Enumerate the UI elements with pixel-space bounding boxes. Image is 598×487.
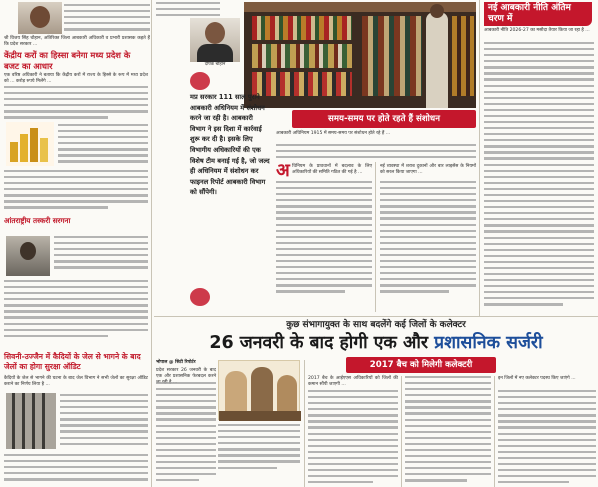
- hero-mid-body: धिनियम के प्रावधानों में बदलाव के लिए अधिकारियों की समिति गठित की गई है ...: [292, 164, 372, 176]
- bottom-headline: [154, 332, 598, 354]
- coins-graphic: [6, 122, 54, 166]
- portrait-photo: [18, 2, 62, 34]
- headline-black-part: 26 जनवरी के बाद होगी एक और: [209, 333, 435, 353]
- bottom-left-text: प्रदेश सरकार 26 जनवरी के बाद एक और प्रशासनिक फेरबदल करने: [156, 368, 216, 380]
- left-intro-text: श्री विजय सिंह चौहान, अतिरिक्त जिला आबकारी अधिकारी व प्रभारी प्रशासक कहते हैं कि प्रदेश सरकार ...: [4, 36, 150, 48]
- right-body: आबकारी नीति 2026-27 का मसौदा तैयार किया जा रहा है ...: [484, 28, 590, 33]
- banner-title: समय-समय पर होते रहते हैं संशोधन: [292, 110, 476, 128]
- suspect-photo: [6, 236, 50, 276]
- jail-photo: [6, 393, 56, 449]
- official-portrait: [190, 18, 240, 62]
- liquor-shop-photo: [244, 2, 476, 108]
- banner-body: आबकारी अधिनियम 1915 में समय-समय पर संशोधन होते रहे हैं ...: [276, 131, 391, 136]
- quote-close-icon: [190, 288, 210, 306]
- quote-icon: [190, 72, 210, 90]
- portrait-caption: दीपक चौहान: [204, 62, 226, 67]
- left-body-1: एक वरिष्ठ अधिकारी ने बताया कि केंद्रीय करों में राज्य के हिस्से के रूप में मध्य प्रदेश को ... करोड़ रुपये मिलेंगे ...: [4, 73, 148, 85]
- left-headline-2: आंतराष्ट्रीय तस्करी सरगना: [4, 216, 71, 225]
- bottom-right-text: इन जिलों में नए कलेक्टर पदस्थ किए जाएंगे ...: [498, 376, 576, 381]
- bottom-mid-text: 2017 बैच के आईएएस अधिकारियों को जिलों की कमान सौंपी जाएगी ...: [308, 376, 398, 388]
- left-headline-1: केंद्रीय करों का हिस्सा बनेगा मध्य प्रदेश के बजट का आधार: [4, 50, 131, 71]
- bottom-byline: भोपाल @ सिटी रिपोर्टर: [156, 360, 196, 365]
- officials-illustration: [218, 360, 300, 420]
- bottom-strap: कुछ संभागायुक्त के साथ बदलेंगे कई जिलों के कलेक्टर: [286, 320, 466, 330]
- headline-blue-part: प्रशासनिक सर्जरी: [434, 333, 543, 353]
- left-column: [0, 0, 150, 487]
- left-body-3: कैदियों के जेल से भागने की घटना के बाद जेल विभाग ने सभी जेलों का सुरक्षा ऑडिट कराने का निर्णय लिया है ...: [4, 376, 148, 388]
- hero-quote: मप्र सरकार 111 साल पुराने आबकारी अधिनियम में संशोधन करने जा रही है। आबकारी विभाग ने इस दिशा में कार्रवाई शुरू कर दी है। इसके लिए विभागीय अधिकारियों की एक विशेष टीम बनाई गई है, जो जल्द ही अधिनियम में संशोधन कर फाइनल रिपोर्ट आबकारी विभाग को सौंपेगी।: [190, 93, 270, 197]
- sub-banner: 2017 बैच को मिलेगी कलेक्टरी: [346, 357, 496, 373]
- hero-right-body: नई व्यवस्था में शराब दुकानों और बार लाइसेंस के नियमों को सरल किया जाएगा ...: [380, 164, 476, 176]
- drop-cap: अ: [276, 160, 290, 181]
- right-column: [482, 0, 598, 316]
- right-headline: नई आबकारी नीति अंतिम चरण में: [484, 2, 592, 26]
- left-headline-3: सिवनी-उज्जैन में कैदियों के जेल से भागने के बाद जेलों का होगा सुरक्षा ऑडिट: [4, 352, 141, 371]
